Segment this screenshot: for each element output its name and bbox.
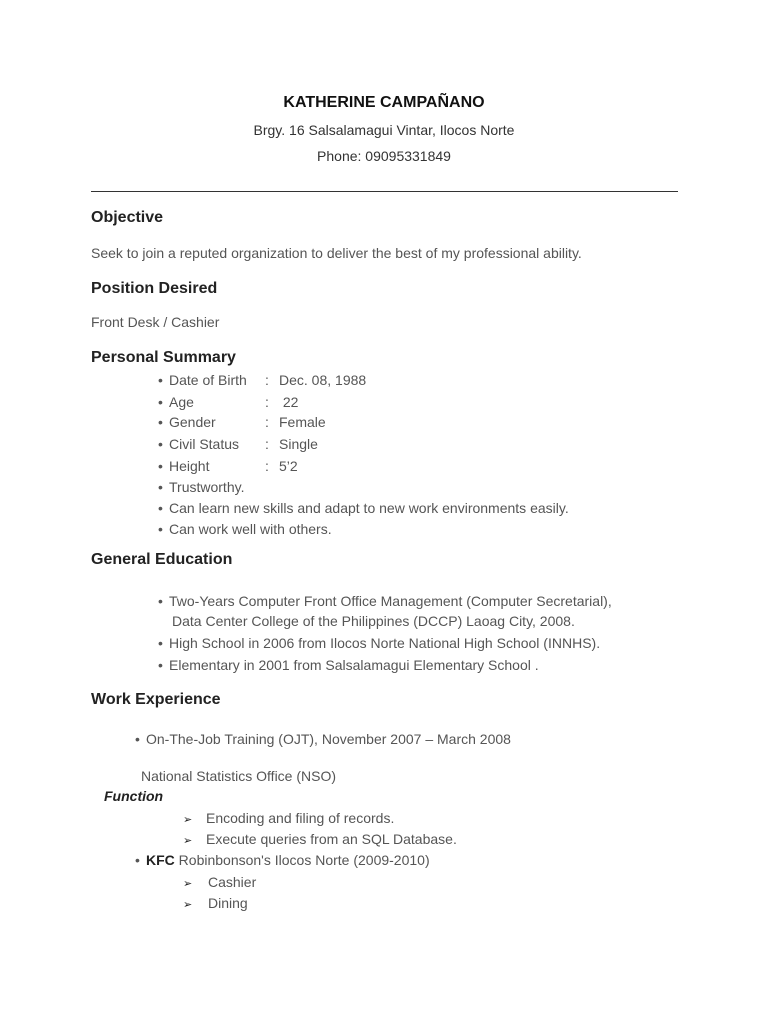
phone: Phone: 09095331849: [317, 148, 451, 164]
list-item: [158, 521, 332, 537]
field-colon: :: [265, 436, 269, 452]
function-text: Execute queries from an SQL Database.: [206, 831, 457, 847]
education-continuation: Data Center College of the Philippines (DCCP) Laoag City, 2008.: [172, 613, 575, 629]
summary-heading: Personal Summary: [91, 349, 236, 366]
arrow-bullet-icon: ➢: [183, 899, 193, 911]
education-heading: General Education: [91, 551, 233, 568]
list-item: [158, 593, 612, 609]
education-text: Elementary in 2001 from Salsalamagui Elementary School .: [169, 657, 539, 673]
field-value: Female: [279, 414, 326, 430]
ojt-text: On-The-Job Training (OJT), November 2007 – March 2008: [146, 731, 511, 747]
address: Brgy. 16 Salsalamagui Vintar, Ilocos Norte: [253, 122, 515, 138]
office-name: National Statistics Office (NSO): [141, 768, 337, 784]
list-item: [183, 895, 248, 911]
arrow-bullet-icon: ➢: [183, 814, 193, 826]
bullet-icon: •: [158, 500, 163, 516]
field-colon: :: [265, 394, 269, 410]
field-value: Dec. 08, 1988: [279, 372, 367, 388]
bullet-icon: •: [158, 394, 163, 410]
bullet-icon: •: [158, 593, 163, 609]
bullet-icon: •: [158, 436, 163, 452]
bullet-icon: •: [158, 521, 163, 537]
list-item: [158, 479, 244, 495]
list-item: [135, 852, 430, 868]
field-value: Single: [279, 436, 318, 452]
bullet-icon: •: [158, 479, 163, 495]
arrow-bullet-icon: ➢: [183, 835, 193, 847]
position-heading: Position Desired: [91, 280, 218, 297]
header-divider: [91, 191, 678, 192]
objective-text: Seek to join a reputed organization to deliver the best of my professional ability.: [91, 245, 582, 261]
summary-field: [158, 372, 366, 388]
field-label: Civil Status: [169, 436, 240, 452]
objective-heading: Objective: [91, 209, 164, 226]
list-item: [158, 500, 569, 516]
role-text: Cashier: [208, 874, 257, 890]
summary-field: [158, 436, 318, 452]
list-item: [183, 874, 256, 890]
field-colon: :: [265, 458, 269, 474]
field-label: Age: [169, 394, 194, 410]
trait-text: Trustworthy.: [169, 479, 245, 495]
bullet-icon: •: [135, 731, 140, 747]
education-text: Two-Years Computer Front Office Management (Computer Secretarial),: [169, 593, 612, 609]
function-label: Function: [104, 788, 164, 804]
bullet-icon: •: [158, 635, 163, 651]
resume-name: KATHERINE CAMPAÑANO: [283, 94, 485, 111]
field-value: 22: [279, 394, 299, 410]
trait-text: Can work well with others.: [169, 521, 332, 537]
bullet-icon: •: [158, 372, 163, 388]
list-item: [135, 731, 511, 747]
summary-field: [158, 394, 298, 410]
field-label: Height: [169, 458, 210, 474]
list-item: [183, 810, 394, 826]
bullet-icon: •: [158, 458, 163, 474]
kfc-text: Robinbonson's Ilocos Norte (2009-2010): [174, 852, 430, 868]
education-text: High School in 2006 from Ilocos Norte National High School (INNHS).: [169, 635, 601, 651]
field-label: Date of Birth: [169, 372, 247, 388]
arrow-bullet-icon: ➢: [183, 878, 193, 890]
bullet-icon: •: [158, 414, 163, 430]
bullet-icon: •: [158, 657, 163, 673]
trait-text: Can learn new skills and adapt to new work environments easily.: [169, 500, 569, 516]
work-heading: Work Experience: [91, 691, 221, 708]
list-item: [158, 635, 600, 651]
function-text: Encoding and filing of records.: [206, 810, 395, 826]
field-colon: :: [265, 372, 269, 388]
kfc-label: KFC: [146, 852, 175, 868]
position-text: Front Desk / Cashier: [91, 314, 220, 330]
field-label: Gender: [169, 414, 216, 430]
summary-field: [158, 414, 326, 430]
summary-field: [158, 458, 298, 474]
bullet-icon: •: [135, 852, 140, 868]
list-item: [158, 657, 539, 673]
list-item: [183, 831, 457, 847]
field-value: 5’2: [279, 458, 298, 474]
field-colon: :: [265, 414, 269, 430]
role-text: Dining: [208, 895, 248, 911]
